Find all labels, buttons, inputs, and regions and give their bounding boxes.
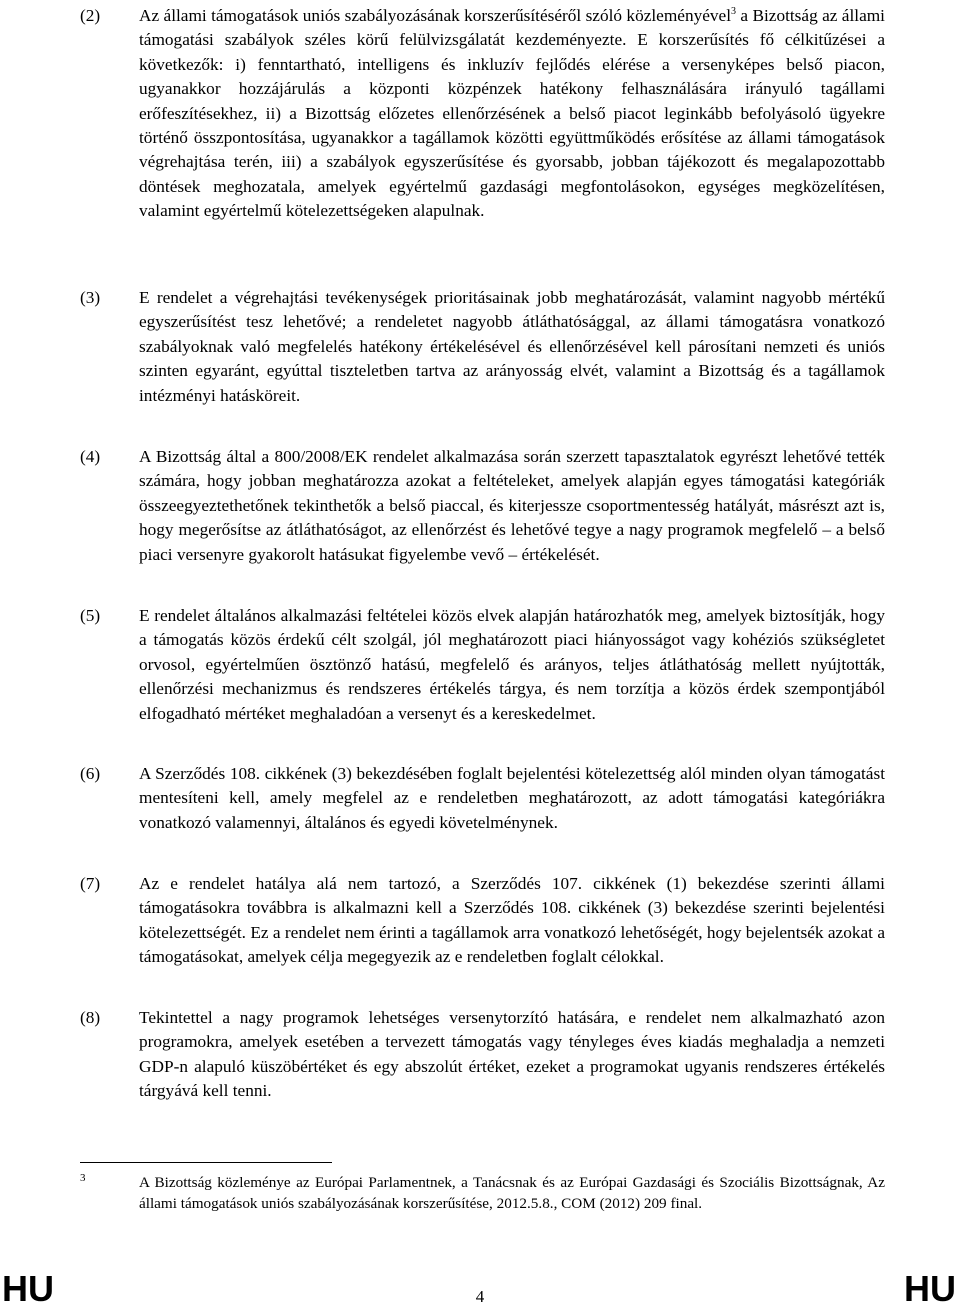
paragraph-number: (5) [80, 606, 101, 625]
paragraph-3 [80, 286, 885, 408]
footnote [80, 1172, 885, 1214]
paragraph-text-start: Az állami támogatások uniós szabályozásának korszerűsítéséről szóló közleményével [139, 6, 732, 25]
page-number: 4 [475, 1287, 485, 1306]
footnote-reference[interactable]: 3 [731, 6, 737, 18]
paragraph-5 [80, 604, 885, 726]
paragraph-number: (3) [80, 288, 101, 307]
footnote-separator [80, 1162, 332, 1163]
paragraph-8 [80, 1006, 885, 1104]
paragraph-6 [80, 762, 885, 835]
paragraph-7 [80, 872, 885, 970]
paragraph-4 [80, 445, 885, 567]
paragraph-text-rest: a Bizottság az állami támogatási szabályok széles körű felülvizsgálatát kezdeményezte. E korszerűsítés fő célkitűzései a következők: i) fenntartható, intelligens és inkluzív fejlődés elérése a versenyképes belső piacon, ugyanakkor hozzájárulás a központi közpénzek hatékony felhasználására irányuló tagállami erőfeszítésekhez, ii) a Bizottság előzetes ellenőrzésének a belső piacot leginkább befolyásoló ügyekre történő összpontosítása, ugyanakkor a tagállamok közötti együttműködés erősítése az állami támogatások végrehajtása terén, iii) a szabályok egyszerűsítése és gyorsabb, jobban tájékozott és megalapozottabb döntések meghozatala, amelyek egyértelmű gazdasági megfontolásokon, egységes megközelítésen, valamint egyértelmű kötelezettségeken alapulnak. [139, 6, 885, 221]
paragraph-number: (6) [80, 764, 101, 783]
footnote-text: A Bizottság közleménye az Európai Parlamentnek, a Tanácsnak és az Európai Gazdasági és Szociális Bizottságnak, Az állami támogatások uniós szabályozásának korszerűsítése, 2012.5.8., COM (2012) 209 final. [139, 1174, 885, 1212]
paragraph-number: (7) [80, 874, 101, 893]
paragraph-text [139, 4, 885, 224]
paragraph-text: Az e rendelet hatálya alá nem tartozó, a Szerződés 107. cikkének (1) bekezdése szerinti állami támogatásokra továbbra is alkalmazni kell a Szerződés 108. cikkének (3) bekezdése szerinti bejelentési kötelezettségét. Ez a rendelet nem érinti a tagállamok arra vonatkozó lehetőségét, hogy bejelentsék azokat a támogatásokat, amelyek célja megegyezik az e rendeletben foglalt célokkal. [139, 874, 885, 967]
paragraph-2 [80, 4, 885, 224]
paragraph-text: A Bizottság által a 800/2008/EK rendelet alkalmazása során szerzett tapasztalatok egyrészt lehetővé tették számára, hogy jobban meghatározza azokat a feltételeket, amelyek alapján egyes támogatási kategóriák összeegyeztethetőnek tekinthetők a belső piaccal, és kiterjessze csoportmentesség hatályát, másrészt azt is, hogy megerősítse az átláthatóságot, az ellenőrzést és lehetővé tegye a nagy programok megfelelő – a belső piaci versenyre gyakorolt hatásukat figyelembe vevő – értékelését. [139, 447, 885, 564]
paragraph-text: E rendelet a végrehajtási tevékenységek prioritásainak jobb meghatározását, valamint nagyobb mértékű egyszerűsítést tesz lehetővé; a rendeletet nagyobb átláthatósággal, az állami támogatásra vonatkozó szabályoknak való megfelelés hatékony értékelésével és ellenőrzésével kell párosítani nemzeti és uniós szinten egyaránt, egyúttal tiszteletben tartva az arányosság elvét, valamint a Bizottság és a tagállamok intézményi hatásköreit. [139, 288, 885, 405]
language-label-right: HU [904, 1268, 956, 1309]
paragraph-number: (8) [80, 1008, 101, 1027]
paragraph-text: E rendelet általános alkalmazási feltételei közös elvek alapján határozhatók meg, amelyek biztosítják, hogy a támogatás közös érdekű célt szolgál, jól meghatározott piaci hiányosságot vagy kohéziós szükségletet orvosol, egyértelműen ösztönző hatású, megfelelő és arányos, teljes átláthatóság mellett nyújtották, ellenőrzési mechanizmus és rendszeres értékelés tárgya, és nem torzítja a közös érdek szempontjából elfogadható mértéket meghaladóan a versenyt és a kereskedelmet. [139, 606, 885, 723]
paragraph-text: A Szerződés 108. cikkének (3) bekezdésében foglalt bejelentési kötelezettség alól minden olyan támogatást mentesíteni kell, amely megfelel az e rendeletben meghatározott, az adott támogatási kategóriákra vonatkozó valamennyi, általános és egyedi követelménynek. [139, 764, 885, 832]
paragraph-text: Tekintettel a nagy programok lehetséges versenytorzító hatására, e rendelet nem alkalmazható azon programokra, amelyek esetében a tervezett támogatás vagy tényleges éves kiadás meghaladja a nemzeti GDP-n alapuló küszöbértéket és egy abszolút értéket, ezeket a programokat ugyanis rendszeres értékelés tárgyává kell tenni. [139, 1008, 885, 1101]
footnote-number: 3 [80, 1172, 86, 1184]
paragraph-number: (4) [80, 447, 101, 466]
paragraph-number: (2) [80, 6, 101, 25]
language-label-left: HU [2, 1268, 54, 1309]
